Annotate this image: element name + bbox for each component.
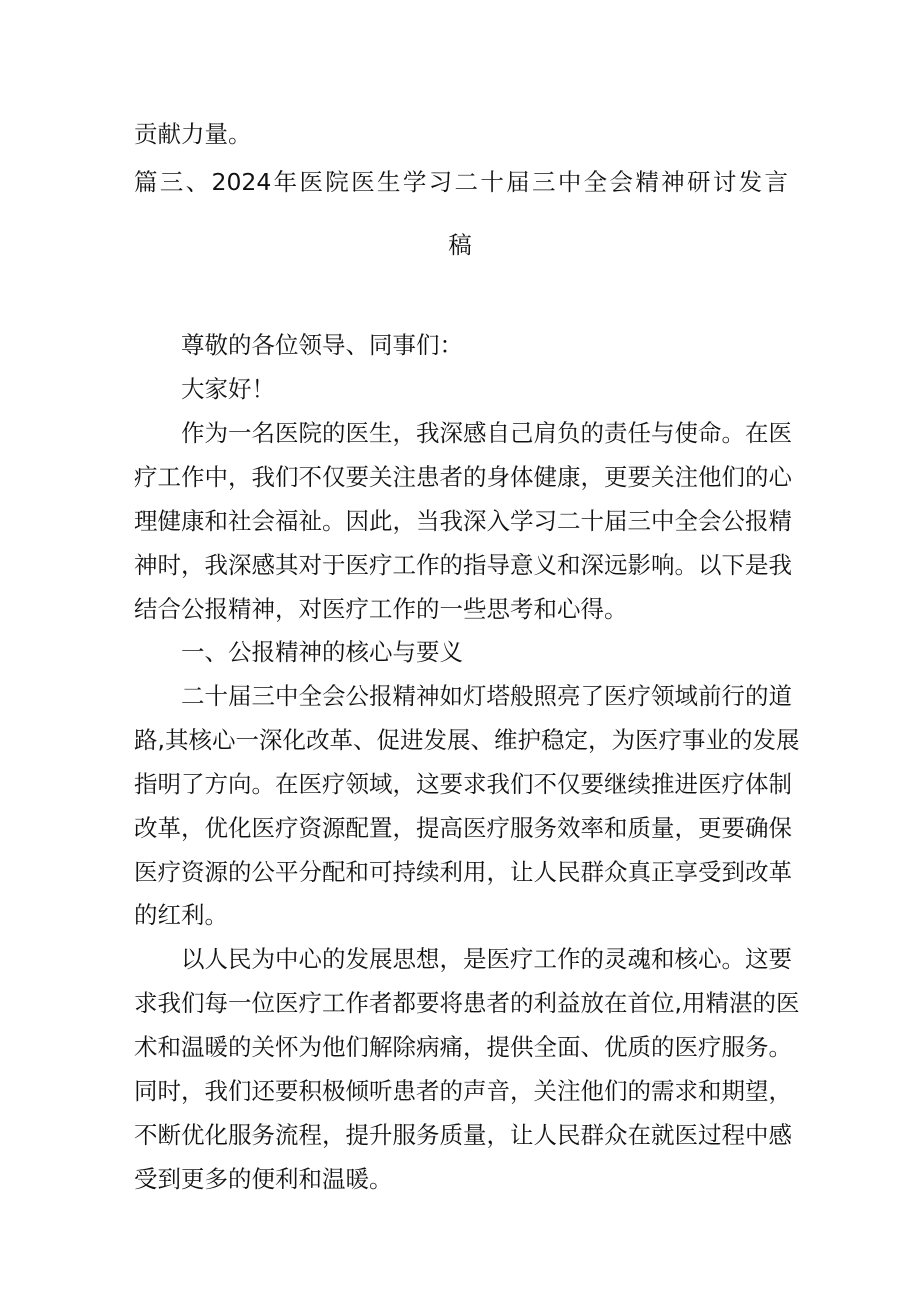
paragraph-line: 不断优化服务流程，提升服务质量，让人民群众在就医过程中感 [134, 1121, 792, 1149]
section-title-line-1: 篇三、2024年医院医生学习二十届三中全会精神研讨发言 [134, 168, 788, 196]
paragraph-line: 以人民为中心的发展思想，是医疗工作的灵魂和核心。这要 [181, 945, 792, 973]
paragraph-line: 疗工作中，我们不仅要关注患者的身体健康，更要关注他们的心 [134, 463, 792, 491]
section-heading: 一、公报精神的核心与要义 [181, 638, 463, 666]
salutation: 尊敬的各位领导、同事们： [181, 331, 463, 359]
paragraph-line: 医疗资源的公平分配和可持续利用，让人民群众真正享受到改革 [134, 858, 792, 886]
paragraph-line: 神时，我深感其对于医疗工作的指导意义和深远影响。以下是我 [134, 551, 792, 579]
paragraph-line: 二十届三中全会公报精神如灯塔般照亮了医疗领域前行的道 [181, 682, 792, 710]
paragraph-line: 结合公报精神，对医疗工作的一些思考和心得。 [134, 595, 628, 623]
paragraph-line: 路,其核心一深化改革、促进发展、维护稳定，为医疗事业的发展 [134, 726, 800, 754]
text-line: 贡献力量。 [134, 120, 252, 148]
paragraph-line: 术和温暖的关怀为他们解除病痛，提供全面、优质的医疗服务。 [134, 1033, 792, 1061]
paragraph-line: 同时，我们还要积极倾听患者的声音，关注他们的需求和期望， [134, 1077, 792, 1105]
paragraph-line: 的红利。 [134, 901, 228, 929]
paragraph-line: 改革，优化医疗资源配置，提高医疗服务效率和质量，更要确保 [134, 814, 792, 842]
paragraph-line: 理健康和社会福祉。因此，当我深入学习二十届三中全会公报精 [134, 507, 792, 535]
paragraph-line: 指明了方向。在医疗领域，这要求我们不仅要继续推进医疗体制 [134, 770, 792, 798]
section-title-line-2: 稿 [448, 231, 472, 259]
paragraph-line: 作为一名医院的医生，我深感自己肩负的责任与使命。在医 [181, 419, 792, 447]
paragraph-line: 求我们每一位医疗工作者都要将患者的利益放在首位,用精湛的医 [134, 989, 800, 1017]
paragraph-line: 受到更多的便利和温暖。 [134, 1165, 393, 1193]
greeting: 大家好！ [181, 375, 275, 403]
